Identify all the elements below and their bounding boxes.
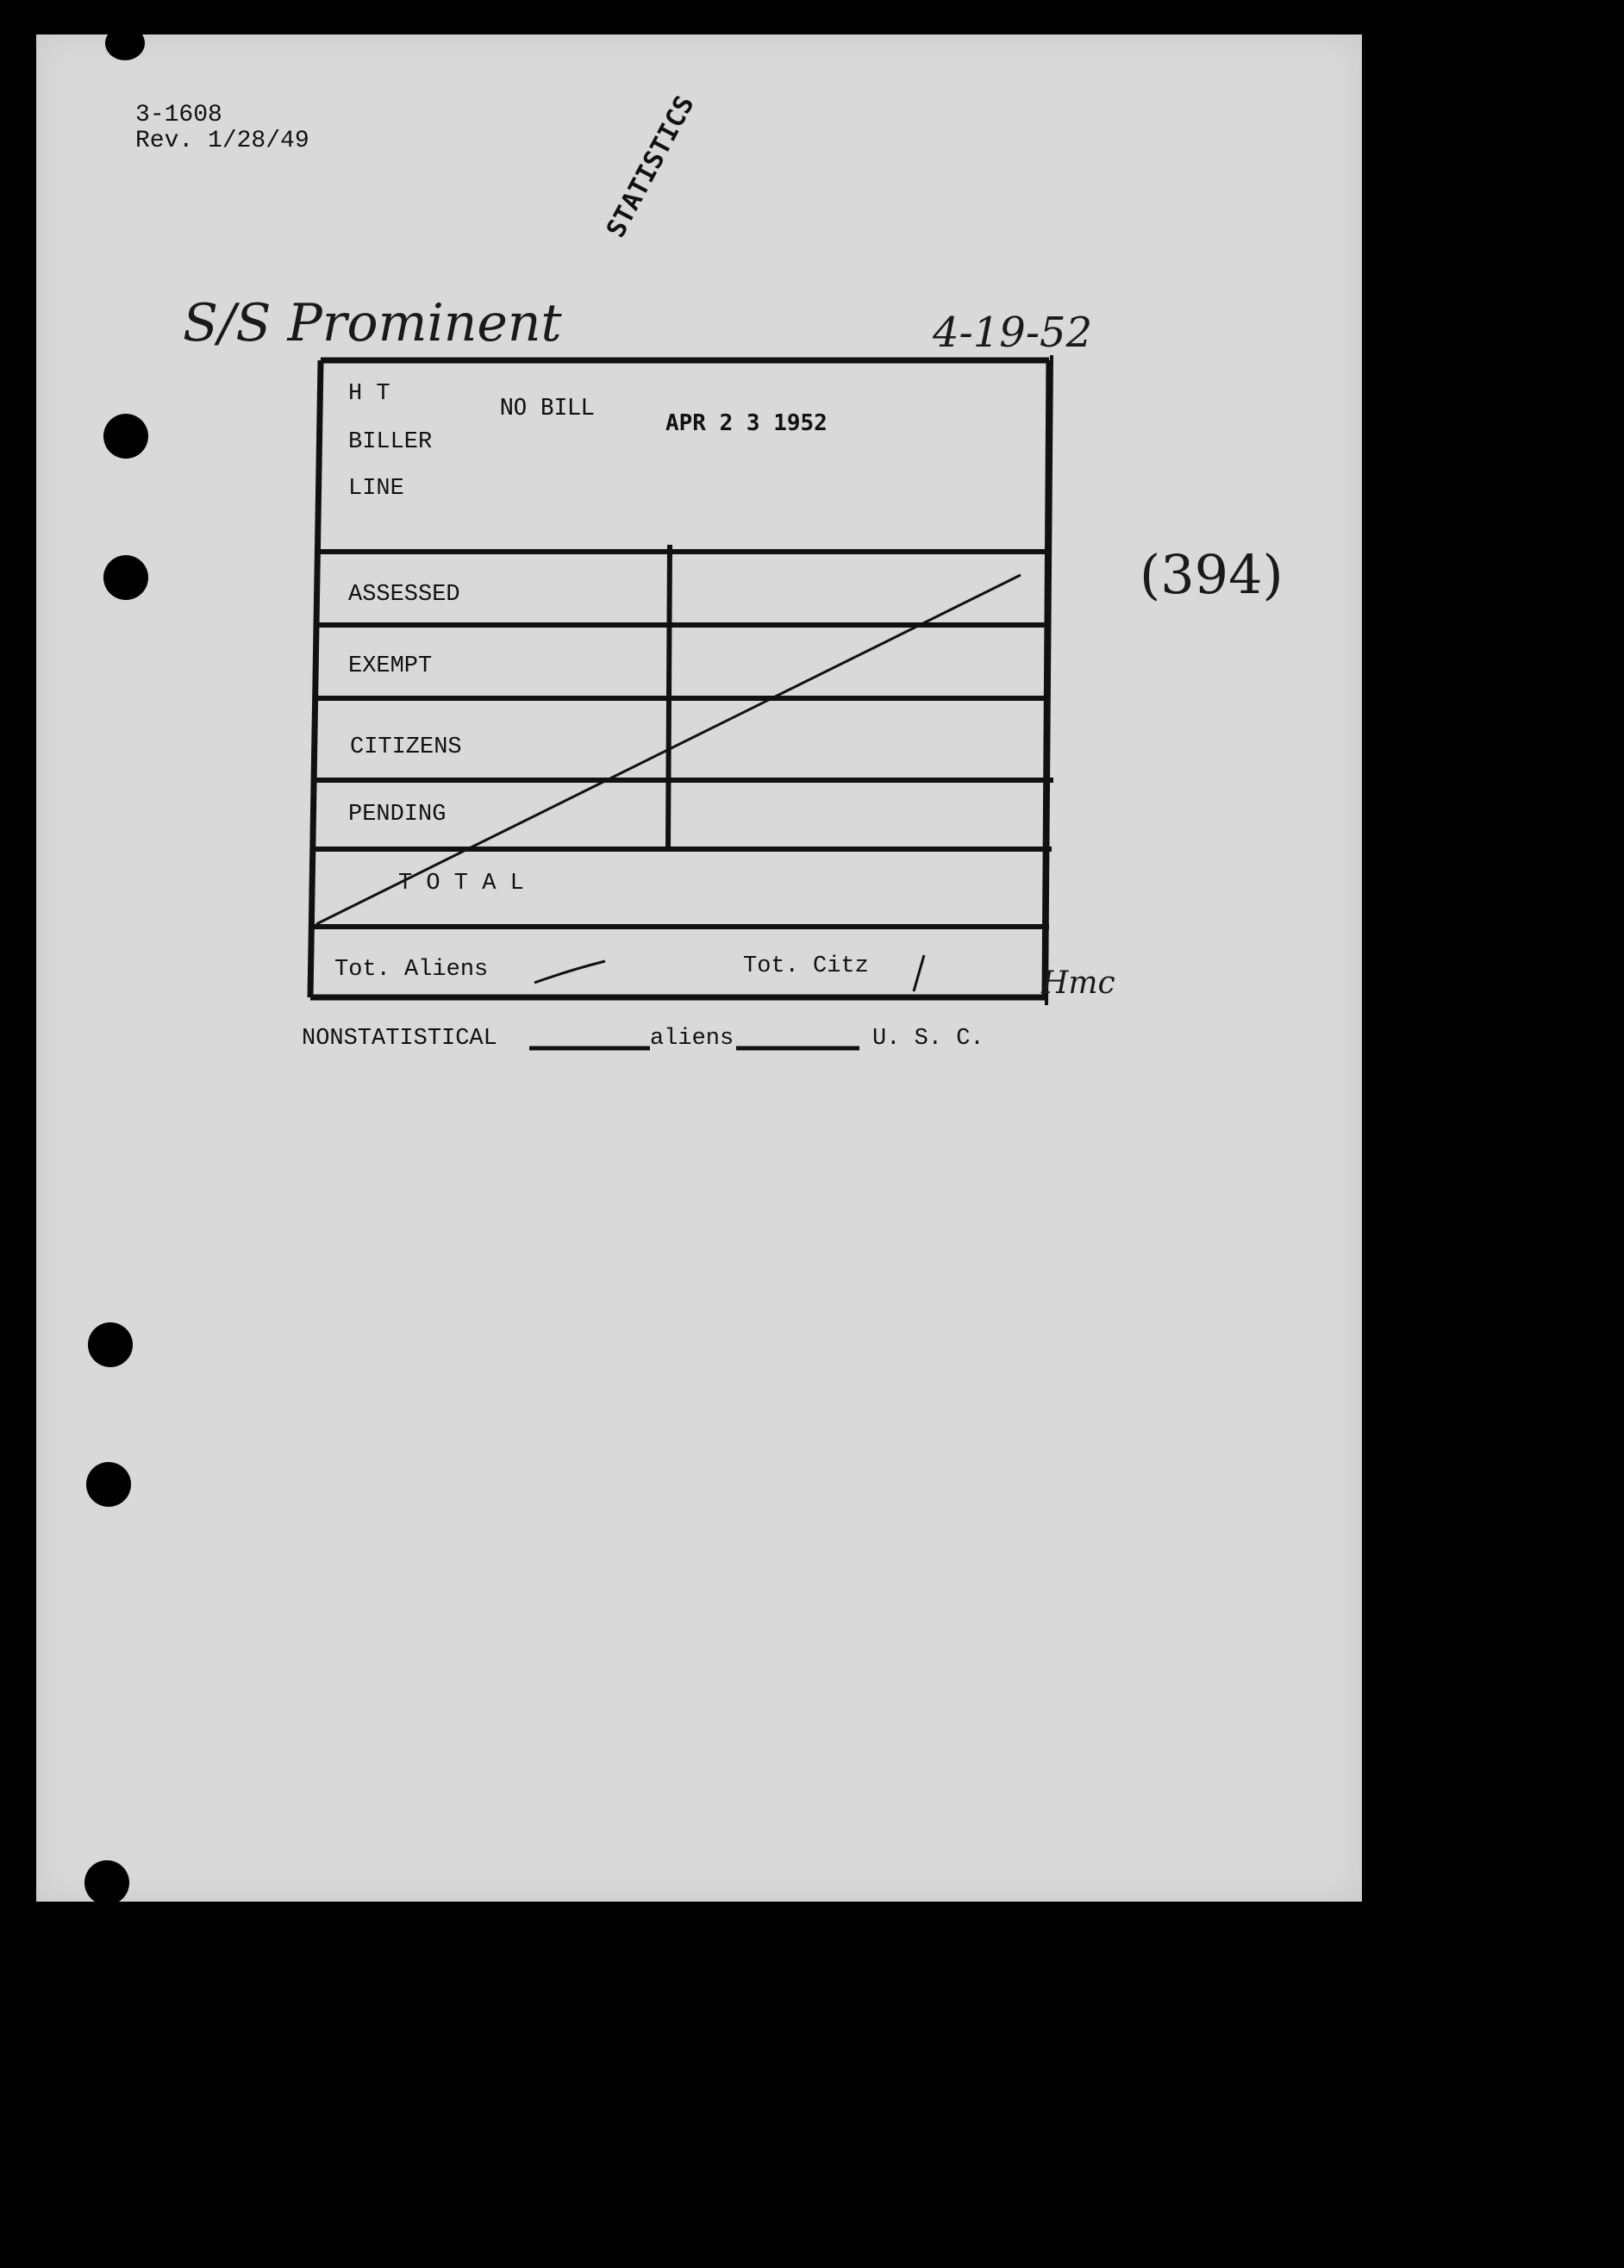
punch-hole-3 xyxy=(88,1322,133,1367)
no-bill-stamp: NO BILL xyxy=(500,395,595,421)
punch-hole-4 xyxy=(86,1462,131,1507)
biller-label: BILLER xyxy=(348,429,433,455)
line-label: LINE xyxy=(348,476,404,502)
punch-hole-2 xyxy=(103,555,148,600)
ht-label: H T xyxy=(348,381,390,407)
count-handwritten: (394) xyxy=(1140,543,1284,606)
tot-aliens-dash xyxy=(534,961,605,983)
box-left-border xyxy=(310,360,321,997)
exempt-label: EXEMPT xyxy=(348,653,433,679)
ship-name-handwritten: S/S Prominent xyxy=(183,293,562,353)
form-number: 3-1608 xyxy=(135,102,222,128)
box-right-border xyxy=(1045,360,1049,997)
usc-label: U. S. C. xyxy=(872,1026,984,1052)
tot-citizens-label: Tot. Citz xyxy=(743,953,869,979)
column-divider xyxy=(668,545,670,852)
nonstatistical-label: NONSTATISTICAL xyxy=(302,1026,497,1052)
document-page xyxy=(36,34,1362,1902)
pending-label: PENDING xyxy=(348,802,447,828)
citizens-label: CITIZENS xyxy=(350,734,462,760)
punch-hole-1 xyxy=(103,414,148,459)
initials-handwritten: Hmc xyxy=(1041,965,1115,1001)
assessed-label: ASSESSED xyxy=(348,582,460,608)
revision-date: Rev. 1/28/49 xyxy=(135,128,309,154)
aliens-label: aliens xyxy=(650,1026,734,1052)
statistics-stamp: STATISTICS xyxy=(601,91,701,243)
tot-aliens-label: Tot. Aliens xyxy=(334,957,489,983)
date-handwritten: 4-19-52 xyxy=(933,309,1093,357)
punch-hole-5 xyxy=(84,1860,129,1905)
punch-hole-top xyxy=(105,26,145,60)
tot-citz-slash xyxy=(914,955,924,991)
date-received-stamp: APR 2 3 1952 xyxy=(665,410,828,436)
right-rule xyxy=(1046,355,1052,1005)
total-label: T O T A L xyxy=(398,871,524,897)
